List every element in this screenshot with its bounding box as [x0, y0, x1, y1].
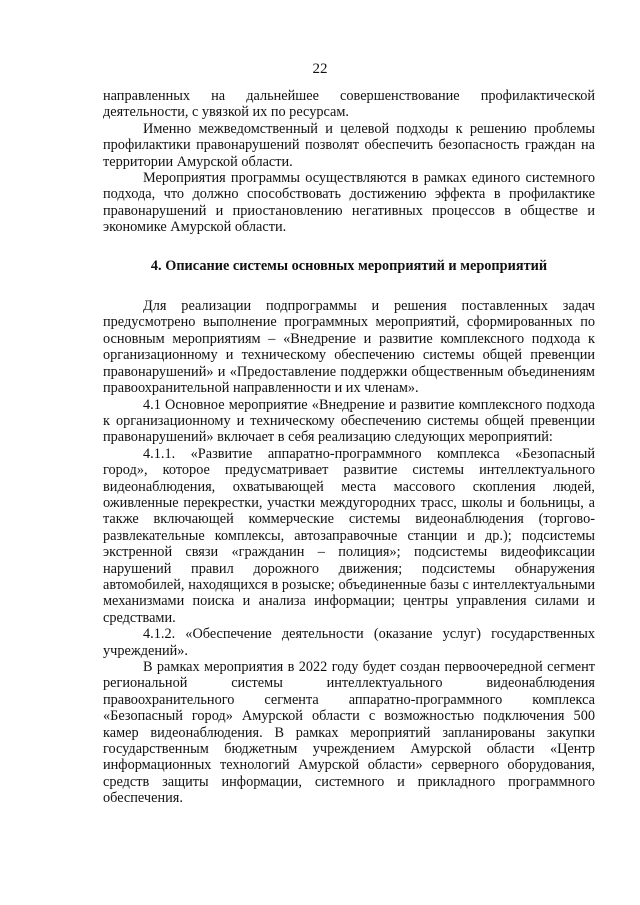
section-heading: 4. Описание системы основных мероприятий и мероприятий — [150, 257, 548, 274]
document-body — [103, 88, 595, 807]
paragraph-continuation: направленных на дальнейшее совершенствование профилактической деятельности, с увязкой их по ресурсам. — [103, 88, 595, 121]
page-number: 22 — [312, 61, 328, 77]
paragraph: Именно межведомственный и целевой подходы к решению проблемы профилактики правонарушений позволят обеспечить безопасность граждан на территории Амурской области. — [103, 120, 595, 170]
paragraph: 4.1.2. «Обеспечение деятельности (оказание услуг) государственных учреждений». — [103, 626, 595, 659]
paragraph: 4.1 Основное мероприятие «Внедрение и развитие комплексного подхода к организационному и техническому обеспечению системы общей превенции правонарушений» включает в себя реализацию следующих мероприятий: — [103, 396, 595, 446]
paragraph: Для реализации подпрограммы и решения поставленных задач предусмотрено выполнение программных мероприятий, сформированных по основным мероприятиям – «Внедрение и развитие комплексного подхода к организационному и техническому обеспечению системы общей превенции правонарушений» и «Предоставление поддержки общественным объединениям правоохранительной направленности и их членам». — [103, 298, 595, 397]
paragraph: В рамках мероприятия в 2022 году будет создан первоочередной сегмент региональной системы интеллектуального видеонаблюдения правоохранительного сегмента аппаратно-программного комплекса «Безопасный город» Амурской области с возможностью подключения 500 камер видеонаблюдения. В рамках мероприятий запланированы закупки государственным бюджетным учреждением Амурской области «Центр информационных технологий Амурской области» серверного оборудования, средств защиты информации, системного и прикладного программного обеспечения. — [103, 659, 595, 807]
paragraph: 4.1.1. «Развитие аппаратно-программного комплекса «Безопасный город», которое предусматривает развитие системы интеллектуального видеонаблюдения, охватывающей места массового скопления людей, оживленные перекрестки, участки междугородних трасс, школы и больницы, а также включающей коммерческие системы видеонаблюдения (торгово-развлекательные комплексы, автозаправочные станции и др.); подсистемы экстренной связи «гражданин – полиция»; подсистемы видеофиксации нарушений правил дорожного движения; подсистемы обнаружения автомобилей, находящихся в розыске; объединенные базы с интеллектуальными механизмами поиска и анализа информации; центры управления силами и средствами. — [103, 445, 595, 626]
paragraph: Мероприятия программы осуществляются в рамках единого системного подхода, что должно способствовать достижению эффекта в профилактике правонарушений и приостановлению негативных процессов в обществе и экономике Амурской области. — [103, 170, 595, 236]
